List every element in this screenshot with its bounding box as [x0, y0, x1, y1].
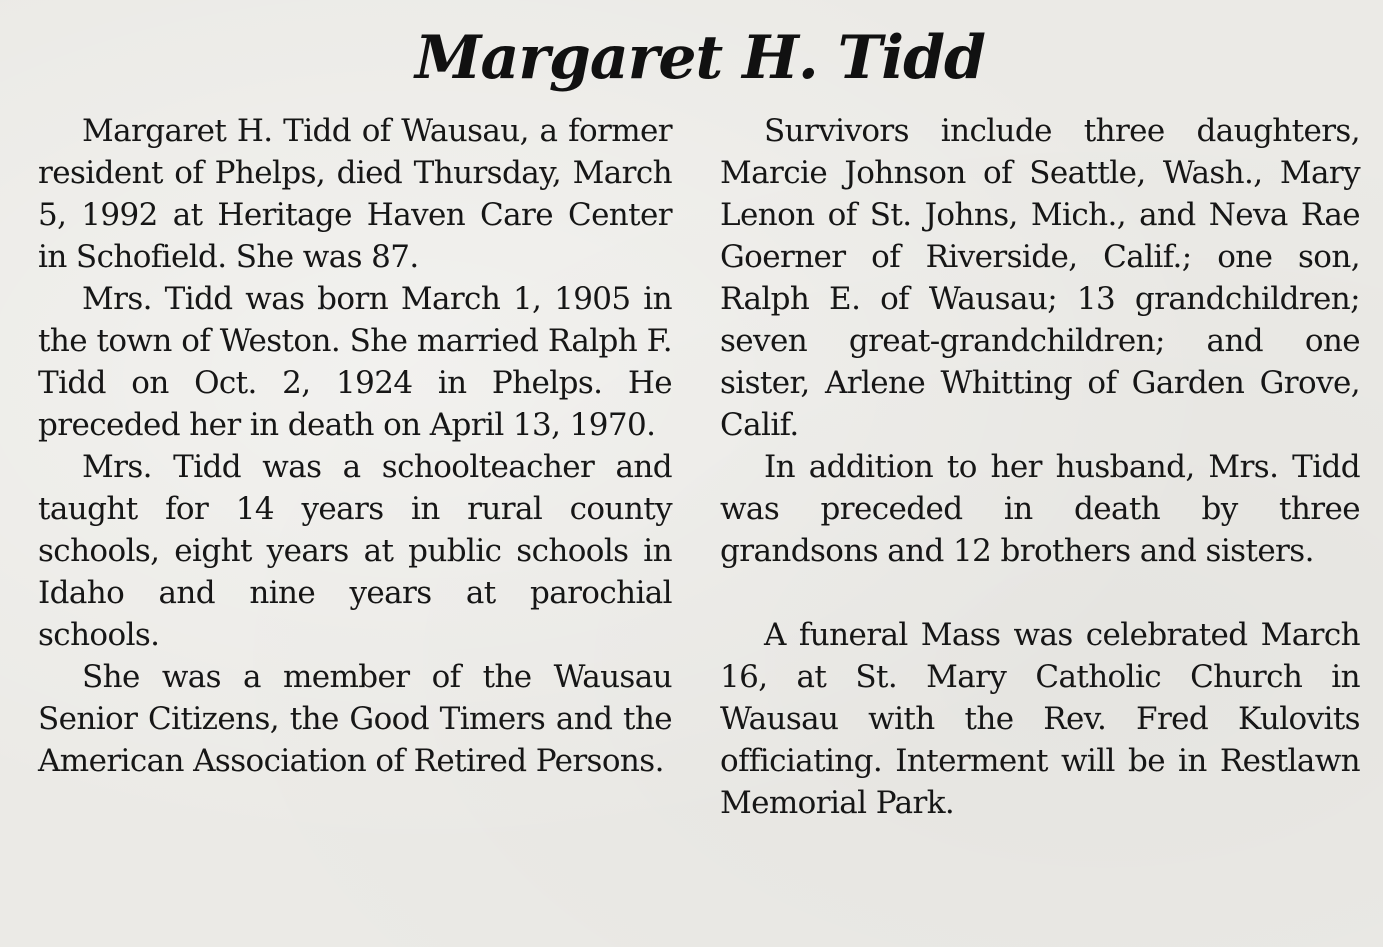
right-column: [720, 110, 1360, 824]
paragraph-career: Mrs. Tidd was a schoolteacher and taught for 14 years in rural county schools, eight years at public schools in Idaho and nine years at parochial schools.: [38, 449, 672, 653]
left-column: [38, 110, 672, 782]
paragraph-funeral: A funeral Mass was celebrated March 16, at St. Mary Catholic Church in Wausau with the Rev. Fred Kulovits officiating. Interment will be in Restlawn Memorial Park.: [720, 617, 1360, 821]
paragraph-memberships: She was a member of the Wausau Senior Citizens, the Good Timers and the American Association of Retired Persons.: [38, 659, 672, 779]
paragraph-birth-marriage: Mrs. Tidd was born March 1, 1905 in the town of Weston. She married Ralph F. Tidd on Oct. 2, 1924 in Phelps. He preceded her in death on April 13, 1970.: [38, 281, 672, 443]
obituary-headline: Margaret H. Tidd: [415, 23, 985, 93]
paragraph-preceded-in-death: In addition to her husband, Mrs. Tidd was preceded in death by three grandsons and 12 brothers and sisters.: [720, 449, 1360, 569]
paragraph-survivors: Survivors include three daughters, Marcie Johnson of Seattle, Wash., Mary Lenon of St. Johns, Mich., and Neva Rae Goerner of Riverside, Calif.; one son, Ralph E. of Wausau; 13 grandchildren; seven great-grandchildren; and one sister, Arlene Whitting of Garden Grove, Calif.: [720, 113, 1360, 443]
paragraph-death-notice: Margaret H. Tidd of Wausau, a former resident of Phelps, died Thursday, March 5, 1992 at Heritage Haven Care Center in Schofield. She was 87.: [38, 113, 672, 275]
